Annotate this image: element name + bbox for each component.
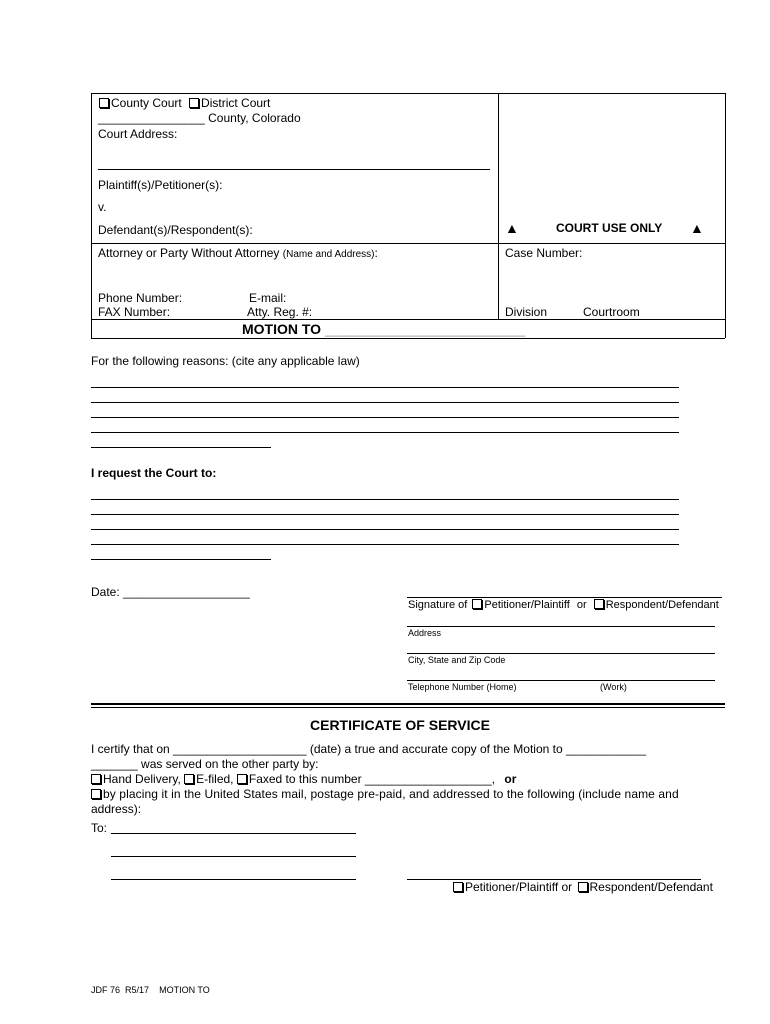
reasons-line[interactable] bbox=[91, 417, 679, 418]
reasons-line[interactable] bbox=[91, 402, 679, 403]
caption-row-divider bbox=[91, 243, 725, 244]
certificate-divider-top bbox=[91, 703, 725, 705]
respondent-checkbox[interactable] bbox=[594, 599, 604, 609]
date-label: Date: bbox=[91, 585, 120, 599]
reasons-line-short[interactable] bbox=[91, 447, 271, 448]
cert-respondent-label: Respondent/Defendant bbox=[589, 880, 713, 894]
district-court-checkbox[interactable] bbox=[189, 98, 199, 108]
triangle-right-icon: ▲ bbox=[690, 220, 704, 236]
reasons-label: For the following reasons: (cite any applicable law) bbox=[91, 354, 360, 368]
court-type-row bbox=[99, 96, 270, 110]
caption-motion-divider bbox=[91, 319, 725, 320]
request-line[interactable] bbox=[91, 544, 679, 545]
email-label: E-mail: bbox=[249, 291, 287, 305]
cert-petitioner-checkbox[interactable] bbox=[453, 882, 463, 892]
fax-label: FAX Number: bbox=[98, 305, 171, 319]
hand-delivery-label: Hand Delivery, bbox=[103, 772, 181, 786]
to-line[interactable] bbox=[111, 879, 356, 880]
petitioner-label: Petitioner/Plaintiff bbox=[484, 599, 570, 611]
court-address-line[interactable] bbox=[98, 169, 490, 170]
county-blank[interactable]: ________________ bbox=[98, 111, 205, 125]
attorney-label bbox=[98, 246, 378, 260]
to-line[interactable] bbox=[111, 833, 356, 834]
county-line bbox=[98, 111, 301, 125]
delivery-methods-row bbox=[91, 772, 516, 786]
hand-delivery-checkbox[interactable] bbox=[91, 774, 101, 784]
footer-form-id: JDF 76 bbox=[91, 985, 121, 995]
telephone-work-label: (Work) bbox=[600, 682, 627, 692]
attorney-note: (Name and Address) bbox=[282, 249, 375, 260]
or-bold-label: or bbox=[504, 772, 517, 786]
phone-label: Phone Number: bbox=[98, 291, 183, 305]
signature-of-label: Signature of bbox=[408, 599, 468, 611]
certificate-line1: I certify that on ____________________ (date) a true and accurate copy of the Motion to ____________ bbox=[91, 742, 647, 756]
footer-form-name: MOTION TO bbox=[159, 985, 210, 995]
mail-checkbox[interactable] bbox=[91, 789, 101, 799]
division-label: Division bbox=[505, 305, 548, 319]
district-court-label: District Court bbox=[201, 96, 271, 110]
telephone-home-label: Telephone Number (Home) bbox=[408, 682, 517, 692]
petitioner-checkbox[interactable] bbox=[472, 599, 482, 609]
mail-row bbox=[91, 787, 724, 801]
certificate-title: CERTIFICATE OF SERVICE bbox=[310, 717, 490, 733]
request-line-short[interactable] bbox=[91, 559, 271, 560]
motion-title-text: MOTION TO bbox=[242, 321, 322, 337]
motion-title-blank[interactable]: ______________________________ bbox=[324, 323, 526, 337]
certificate-signature-row bbox=[453, 880, 713, 894]
county-suffix: County, Colorado bbox=[208, 111, 301, 125]
efiled-label: E-filed, bbox=[196, 772, 234, 786]
caption-left-border bbox=[91, 93, 92, 338]
attorney-label-text: Attorney or Party Without Attorney bbox=[98, 246, 280, 260]
signature-line[interactable] bbox=[407, 597, 722, 598]
request-line[interactable] bbox=[91, 499, 679, 500]
address-line[interactable] bbox=[407, 626, 715, 627]
caption-top-border bbox=[91, 93, 725, 94]
triangle-left-icon: ▲ bbox=[505, 220, 519, 236]
certificate-divider-bottom bbox=[91, 707, 725, 708]
county-court-label: County Court bbox=[111, 96, 182, 110]
case-number-label: Case Number: bbox=[505, 246, 583, 260]
to-line[interactable] bbox=[111, 856, 356, 857]
atty-reg-label: Atty. Reg. #: bbox=[247, 305, 313, 319]
defendant-label: Defendant(s)/Respondent(s): bbox=[98, 223, 253, 237]
request-line[interactable] bbox=[91, 529, 679, 530]
courtroom-label: Courtroom bbox=[583, 305, 640, 319]
to-label: To: bbox=[91, 821, 108, 835]
reasons-line[interactable] bbox=[91, 432, 679, 433]
signature-of-row bbox=[408, 599, 719, 611]
cert-petitioner-label: Petitioner/Plaintiff or bbox=[465, 880, 573, 894]
faxed-checkbox[interactable] bbox=[237, 774, 247, 784]
cert-respondent-checkbox[interactable] bbox=[578, 882, 588, 892]
request-label: I request the Court to: bbox=[91, 466, 217, 480]
attorney-colon: : bbox=[374, 246, 378, 260]
caption-right-border bbox=[725, 93, 726, 338]
date-field bbox=[91, 585, 250, 599]
reasons-line[interactable] bbox=[91, 387, 679, 388]
court-address-label: Court Address: bbox=[98, 127, 178, 141]
footer-revision: R5/17 bbox=[125, 985, 150, 995]
respondent-label: Respondent/Defendant bbox=[605, 599, 719, 611]
caption-bottom-border bbox=[91, 338, 725, 339]
date-blank[interactable]: ___________________ bbox=[123, 585, 250, 599]
mail-text: by placing it in the United States mail, postage pre-paid, and addressed to the following (include name and bbox=[103, 787, 679, 801]
or-label: or bbox=[576, 599, 587, 611]
caption-divider bbox=[498, 93, 499, 319]
versus-label: v. bbox=[98, 200, 107, 214]
mail-text-2: address): bbox=[91, 802, 142, 816]
certificate-line2: _______ was served on the other party by: bbox=[91, 757, 319, 771]
city-state-zip-line[interactable] bbox=[407, 653, 715, 654]
faxed-label: Faxed to this number ___________________, bbox=[248, 772, 496, 786]
county-court-checkbox[interactable] bbox=[99, 98, 109, 108]
court-use-only: COURT USE ONLY bbox=[556, 221, 663, 235]
footer bbox=[91, 985, 210, 995]
city-state-zip-label: City, State and Zip Code bbox=[408, 655, 506, 665]
address-label: Address bbox=[408, 628, 442, 638]
motion-title bbox=[242, 321, 525, 337]
telephone-line[interactable] bbox=[407, 680, 715, 681]
request-line[interactable] bbox=[91, 514, 679, 515]
plaintiff-label: Plaintiff(s)/Petitioner(s): bbox=[98, 178, 223, 192]
efiled-checkbox[interactable] bbox=[184, 774, 194, 784]
